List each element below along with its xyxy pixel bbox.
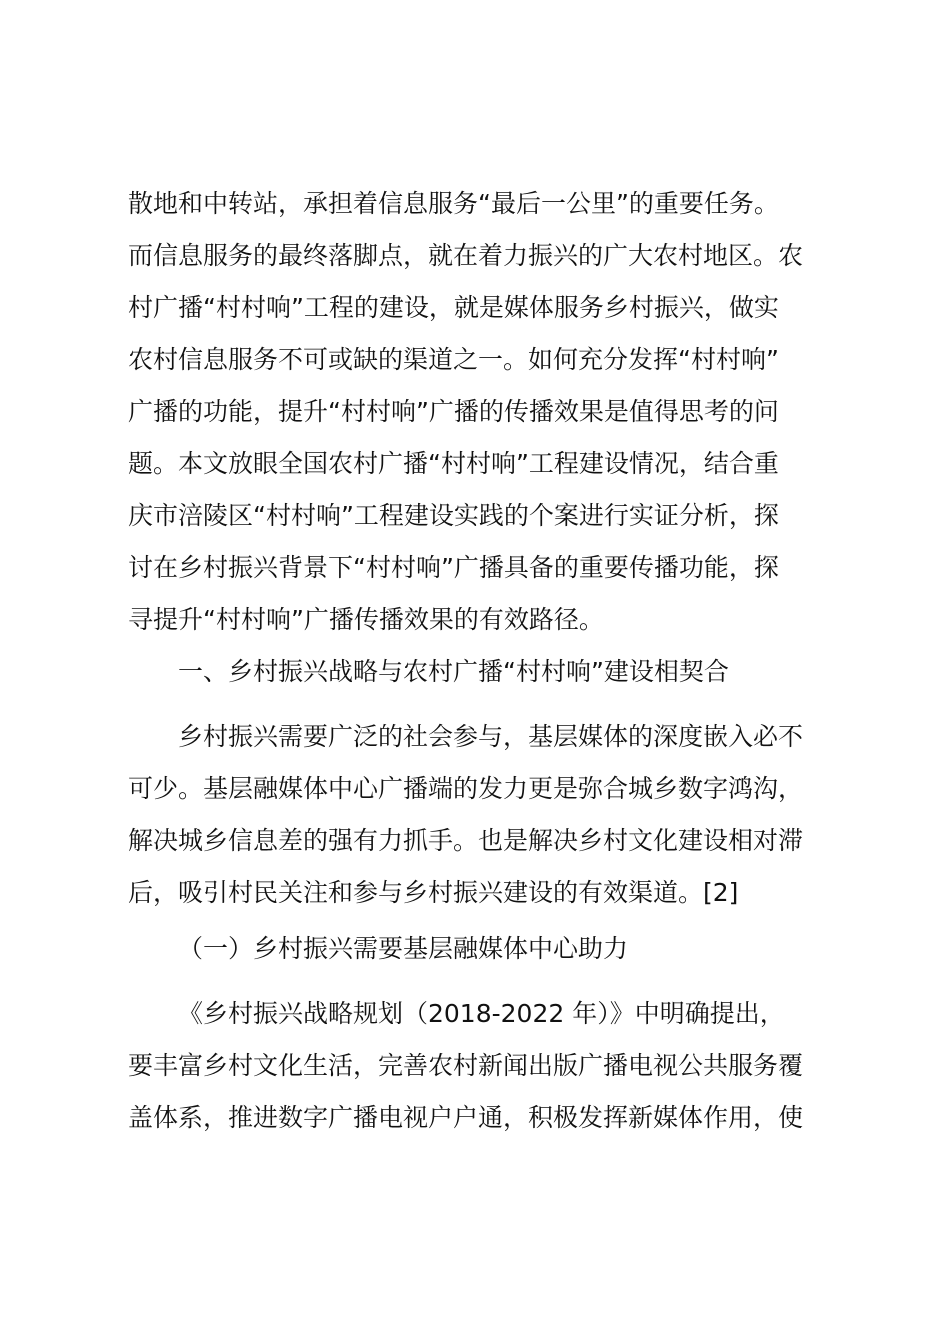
body-text-line: 可少。基层融媒体中心广播端的发力更是弥合城乡数字鸿沟， bbox=[128, 774, 804, 803]
body-text-line: 散地和中转站，承担着信息服务“最后一公里”的重要任务。 bbox=[128, 189, 779, 218]
body-text-line: 要丰富乡村文化生活，完善农村新闻出版广播电视公共服务覆 bbox=[128, 1051, 804, 1080]
body-text-line: 盖体系，推进数字广播电视户户通，积极发挥新媒体作用，使 bbox=[128, 1103, 804, 1132]
body-text-line: 讨在乡村振兴背景下“村村响”广播具备的重要传播功能，探 bbox=[128, 553, 779, 582]
body-text-line: 后，吸引村民关注和参与乡村振兴建设的有效渠道。[2] bbox=[128, 878, 739, 907]
body-text-line: 题。本文放眼全国农村广播“村村响”工程建设情况，结合重 bbox=[128, 449, 779, 478]
body-text-line: 广播的功能，提升“村村响”广播的传播效果是值得思考的问 bbox=[128, 397, 779, 426]
body-text-line: 寻提升“村村响”广播传播效果的有效路径。 bbox=[128, 605, 604, 634]
body-text-line: 庆市涪陵区“村村响”工程建设实践的个案进行实证分析，探 bbox=[128, 501, 779, 530]
body-text-line: 而信息服务的最终落脚点，就在着力振兴的广大农村地区。农 bbox=[128, 241, 804, 270]
body-text-line: 农村信息服务不可或缺的渠道之一。如何充分发挥“村村响” bbox=[128, 345, 779, 374]
body-text-line: 《乡村振兴战略规划（2018-2022 年）》中明确提出， bbox=[178, 999, 785, 1028]
body-text-line: 解决城乡信息差的强有力抓手。也是解决乡村文化建设相对滞 bbox=[128, 826, 804, 855]
subsection-heading: （一）乡村振兴需要基层融媒体中心助力 bbox=[178, 934, 629, 963]
section-heading: 一、乡村振兴战略与农村广播“村村响”建设相契合 bbox=[178, 657, 729, 686]
body-text-line: 村广播“村村响”工程的建设，就是媒体服务乡村振兴，做实 bbox=[128, 293, 779, 322]
body-text-line: 乡村振兴需要广泛的社会参与，基层媒体的深度嵌入必不 bbox=[178, 722, 804, 751]
